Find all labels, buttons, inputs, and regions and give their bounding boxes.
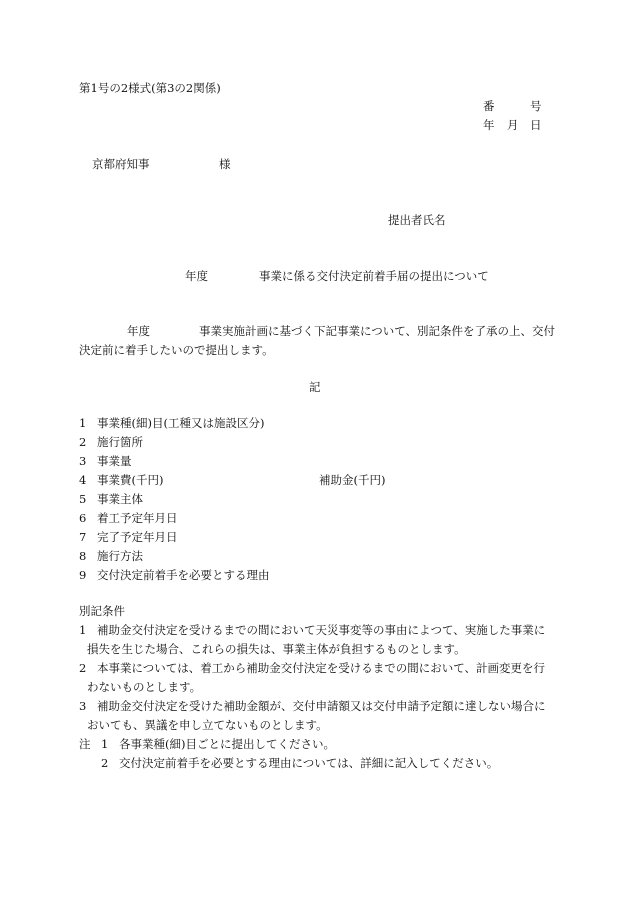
note-line: [101, 736, 335, 752]
item-number: 8: [79, 549, 87, 563]
item-number: 1: [79, 416, 87, 430]
condition-text: 補助金交付決定を受けた補助金額が、交付申請額又は交付申請予定額に達しない場合に: [97, 699, 546, 713]
note-number: 2: [101, 756, 109, 770]
condition-text: 本事業については、着工から補助金交付決定を受けるまでの間において、計画変更を行: [97, 661, 546, 675]
item-row: [79, 434, 143, 450]
number-suffix: 号: [530, 99, 542, 113]
item-number: 5: [79, 492, 87, 506]
item-number: 7: [79, 530, 87, 544]
ki-heading: 記: [309, 380, 321, 394]
item-label: 施行箇所: [97, 435, 143, 449]
notes-label: 注: [79, 737, 91, 751]
condition-number: 2: [79, 661, 87, 675]
note-text: 交付決定前着手を必要とする理由については、詳細に記入してください。: [119, 756, 499, 770]
condition-number: 3: [79, 699, 87, 713]
item-number: 9: [79, 568, 87, 582]
date-day: 日: [530, 118, 542, 132]
intro-line-2: 決定前に着手したいので提出します。: [79, 343, 274, 357]
item-label: 施行方法: [97, 549, 143, 563]
number-label: 番: [483, 99, 495, 113]
item-label: 事業種(細)目(工種又は施設区分): [97, 416, 265, 430]
item-number: 3: [79, 454, 87, 468]
addressee-honorific: 様: [219, 157, 231, 171]
addressee-name: 京都府知事: [92, 157, 150, 171]
item-row: [79, 491, 143, 507]
item-label: 事業費(千円): [97, 473, 164, 487]
item-label: 着工予定年月日: [97, 511, 178, 525]
title-year: 年度: [185, 269, 208, 283]
item-label: 交付決定前着手を必要とする理由: [97, 568, 270, 582]
item-row: [79, 453, 132, 469]
item-row: [79, 510, 178, 526]
condition-number: 1: [79, 623, 87, 637]
date-month: 月: [507, 118, 519, 132]
date-year: 年: [483, 118, 495, 132]
item-row: [79, 529, 178, 545]
item-number: 4: [79, 473, 87, 487]
item-label: 事業主体: [97, 492, 143, 506]
form-number: 第1号の2様式(第3の2関係): [79, 81, 221, 95]
conditions-heading: 別記条件: [79, 604, 125, 618]
condition-line: [79, 622, 545, 638]
condition-line: [79, 660, 545, 676]
note-text: 各事業種(細)目ごとに提出してください。: [119, 737, 335, 751]
item-row: [79, 548, 143, 564]
note-line: [101, 755, 498, 771]
item-row: [79, 415, 264, 431]
condition-continuation: わないものとします。: [87, 680, 202, 694]
condition-line: [79, 698, 546, 714]
document-title: 事業に係る交付決定前着手届の提出について: [259, 269, 489, 283]
item-label: 完了予定年月日: [97, 530, 178, 544]
item-row: [79, 472, 163, 488]
item-label: 事業量: [97, 454, 132, 468]
note-number: 1: [101, 737, 109, 751]
condition-text: 補助金交付決定を受けるまでの間において天災事変等の事由によつて、実施した事業に: [97, 623, 546, 637]
condition-continuation: おいても、異議を申し立てないものとします。: [87, 718, 328, 732]
intro-year: 年度: [127, 324, 150, 338]
intro-line-1: 事業実施計画に基づく下記事業について、別記条件を了承の上、交付: [199, 324, 556, 338]
submitter-label: 提出者氏名: [388, 213, 446, 227]
item-number: 6: [79, 511, 87, 525]
item-number: 2: [79, 435, 87, 449]
item-row: [79, 567, 270, 583]
condition-continuation: 損失を生じた場合、これらの損失は、事業主体が負担するものとします。: [87, 642, 466, 656]
subsidy-label: 補助金(千円): [319, 473, 386, 487]
